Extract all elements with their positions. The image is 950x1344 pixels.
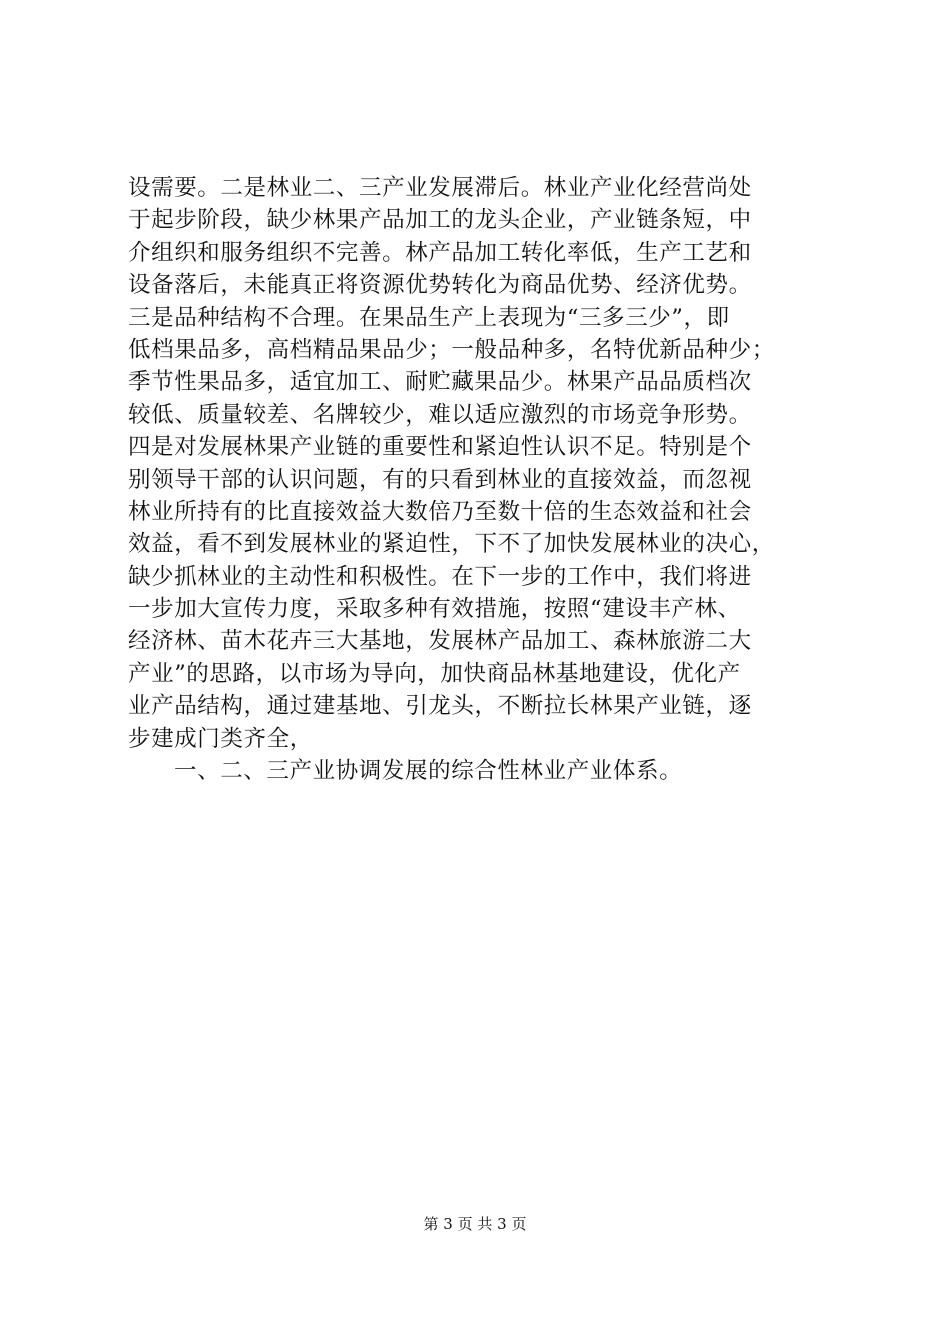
text-line: 介组织和服务组织不完善。林产品加工转化率低，生产工艺和 [128, 239, 752, 266]
text-line: 产业”的思路，以市场为导向，加快商品林基地建设，优化产 [128, 660, 741, 687]
text-line: 一步加大宣传力度，采取多种有效措施，按照“建设丰产林、 [128, 596, 741, 623]
text-line: 林业所持有的比直接效益大数倍乃至数十倍的生态效益和社会 [128, 498, 752, 525]
text-line: 经济林、苗木花卉三大基地，发展林产品加工、森林旅游二大 [128, 628, 752, 655]
text-line: 效益，看不到发展林业的紧迫性，下不了加快发展林业的决心， [128, 531, 775, 558]
text-line: 四是对发展林果产业链的重要性和紧迫性认识不足。特别是个 [128, 434, 752, 461]
text-line: 业产品结构，通过建基地、引龙头，不断拉长林果产业链，逐 [128, 693, 752, 720]
text-line: 设需要。二是林业二、三产业发展滞后。林业产业化经营尚处 [128, 175, 752, 201]
text-line: 低档果品多，高档精品果品少；一般品种多，名特优新品种少； [128, 336, 775, 363]
text-line: 较低、质量较差、名牌较少，难以适应激烈的市场竞争形势。 [128, 401, 752, 428]
page-footer [0, 1214, 950, 1234]
text-line: 季节性果品多，适宜加工、耐贮藏果品少。林果产品品质档次 [128, 369, 752, 396]
paragraph-first-line: 一、二、三产业协调发展的综合性林业产业体系。 [174, 758, 683, 785]
page-number-label: 第 3 页 共 3 页 [423, 1215, 527, 1233]
text-line: 别领导干部的认识问题，有的只看到林业的直接效益，而忽视 [128, 466, 752, 493]
text-line: 步建成门类齐全， [128, 725, 313, 752]
text-line: 缺少抓林业的主动性和积极性。在下一步的工作中，我们将进 [128, 563, 752, 590]
text-line: 三是品种结构不合理。在果品生产上表现为“三多三少”，即 [128, 304, 730, 331]
body-text [128, 172, 848, 787]
text-line: 于起步阶段，缺少林果产品加工的龙头企业，产业链条短，中 [128, 207, 752, 234]
text-line: 设备落后，未能真正将资源优势转化为商品优势、经济优势。 [128, 272, 752, 299]
